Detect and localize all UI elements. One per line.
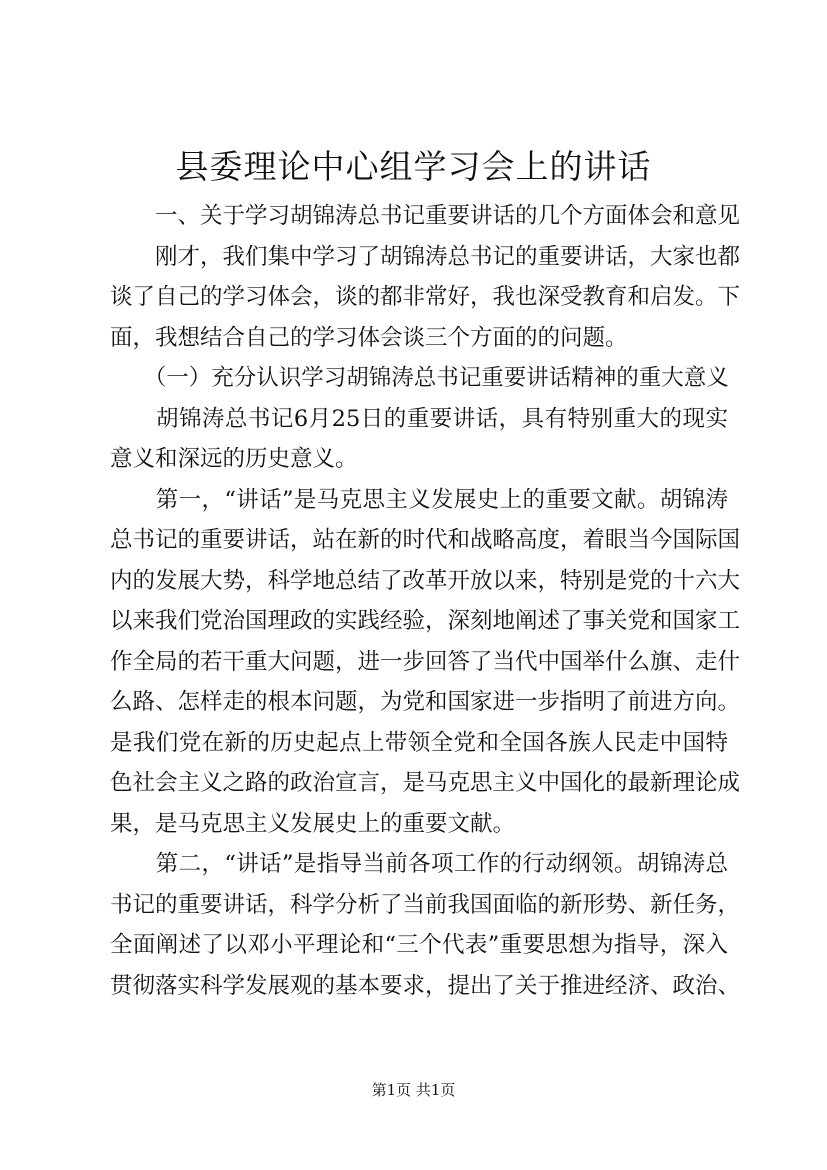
text-line: 作全局的若干重大问题，进一步回答了当代中国举什么旗、走什	[110, 648, 741, 675]
text-line: （一）充分认识学习胡锦涛总书记重要讲话精神的重大意义	[110, 365, 729, 391]
text-line: 面，我想结合自己的学习体会谈三个方面的的问题。	[110, 324, 628, 351]
text-line: 一、关于学习胡锦涛总书记重要讲话的几个方面体会和意见	[110, 203, 741, 229]
text-line: 内的发展大势，科学地总结了改革开放以来，特别是党的十六大	[110, 567, 741, 594]
text-line: 果，是马克思主义发展史上的重要文献。	[110, 810, 516, 837]
text-line: 胡锦涛总书记6月25日的重要讲话，具有特别重大的现实	[110, 405, 728, 432]
text-line: 贯彻落实科学发展观的基本要求，提出了关于推进经济、政治、	[110, 972, 741, 999]
page-number-footer: 第1页 共1页	[371, 1081, 456, 1099]
text-line: 第一，“讲话”是马克思主义发展史上的重要文献。胡锦涛	[110, 486, 728, 513]
text-line: 么路、怎样走的根本问题，为党和国家进一步指明了前进方向。	[110, 689, 741, 715]
document-body	[110, 196, 741, 1006]
text-line: 以来我们党治国理政的实践经验，深刻地阐述了事关党和国家工	[110, 608, 741, 634]
text-line: 色社会主义之路的政治宣言，是马克思主义中国化的最新理论成	[110, 770, 741, 796]
text-line: 全面阐述了以邓小平理论和“三个代表”重要思想为指导，深入	[110, 932, 728, 958]
text-line: 第二，“讲话”是指导当前各项工作的行动纲领。胡锦涛总	[110, 851, 728, 877]
text-line: 是我们党在新的历史起点上带领全党和全国各族人民走中国特	[110, 729, 728, 756]
text-line: 总书记的重要讲话，站在新的时代和战略高度，着眼当今国际国	[110, 527, 741, 553]
text-line: 谈了自己的学习体会，谈的都非常好，我也深受教育和启发。下	[110, 284, 741, 310]
text-line: 书记的重要讲话，科学分析了当前我国面临的新形势、新任务，	[110, 891, 741, 918]
text-line: 刚才，我们集中学习了胡锦涛总书记的重要讲话，大家也都	[110, 243, 741, 270]
document-title: 县委理论中心组学习会上的讲话	[175, 147, 652, 186]
text-line: 意义和深远的历史意义。	[110, 446, 358, 472]
